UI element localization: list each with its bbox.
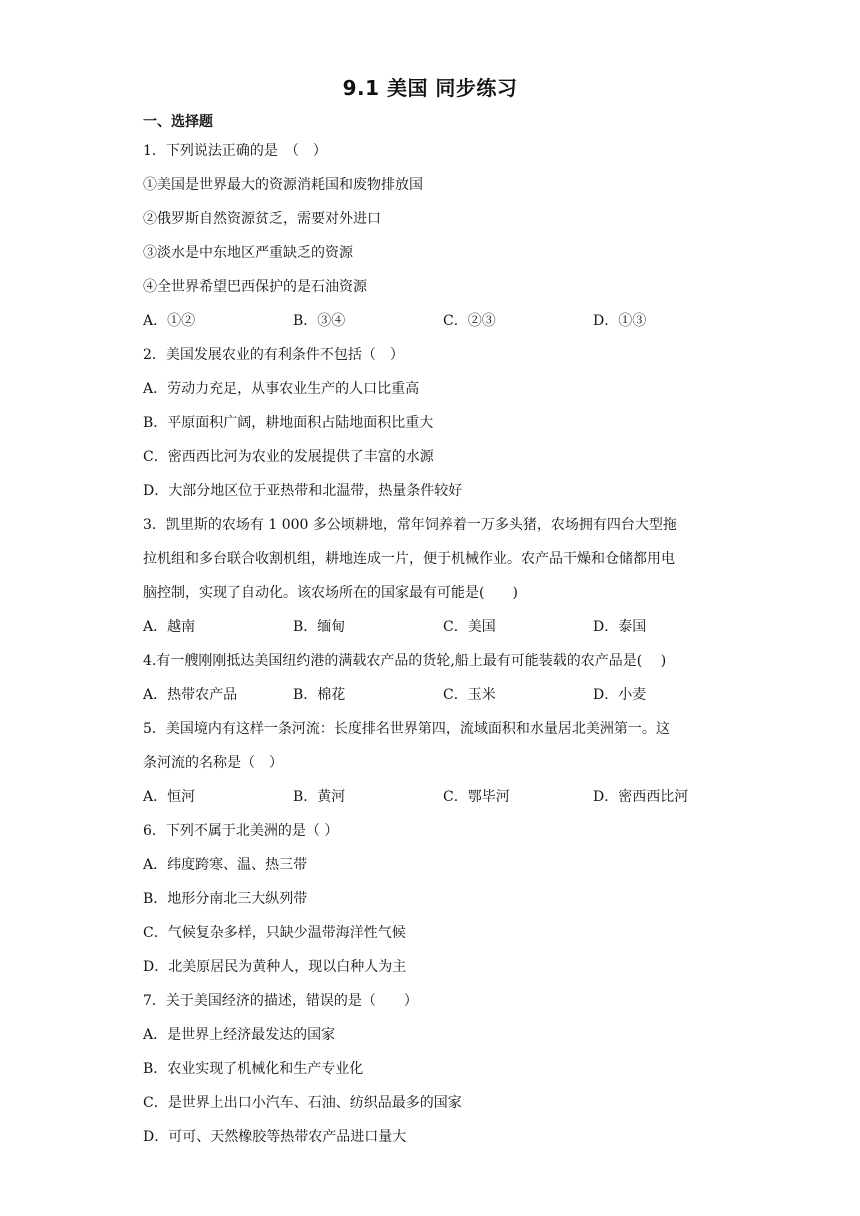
question-2 bbox=[143, 338, 723, 508]
question-5-stem-line-1: 5．美国境内有这样一条河流：长度排名世界第四，流域面积和水量居北美洲第一。这 bbox=[143, 721, 670, 737]
question-6-option-a: A．纬度跨寒、温、热三带 bbox=[143, 857, 308, 873]
question-4-option-b: B．棉花 bbox=[293, 687, 346, 703]
question-1-statement-4: ④全世界希望巴西保护的是石油资源 bbox=[143, 279, 367, 295]
question-2-option-c: C．密西西比河为农业的发展提供了丰富的水源 bbox=[143, 449, 434, 465]
question-6-option-b: B．地形分南北三大纵列带 bbox=[143, 891, 308, 907]
question-3-stem-line-3: 脑控制，实现了自动化。该农场所在的国家最有可能是( ) bbox=[143, 585, 518, 601]
question-1 bbox=[143, 134, 723, 338]
section-heading: 一、选择题 bbox=[143, 114, 213, 130]
question-4-option-d: D．小麦 bbox=[593, 687, 647, 703]
question-3-stem-line-2: 拉机组和多台联合收割机组，耕地连成一片，便于机械作业。农产品干燥和仓储都用电 bbox=[143, 551, 675, 567]
question-2-stem: 2．美国发展农业的有利条件不包括（ ） bbox=[143, 347, 404, 363]
question-1-options bbox=[143, 304, 723, 338]
question-4-option-c: C．玉米 bbox=[443, 687, 496, 703]
question-7-option-d: D．可可、天然橡胶等热带农产品进口量大 bbox=[143, 1129, 407, 1145]
question-3-options bbox=[143, 610, 723, 644]
question-2-option-a: A．劳动力充足，从事农业生产的人口比重高 bbox=[143, 381, 420, 397]
question-3-stem-line-1: 3．凯里斯的农场有 1 000 多公顷耕地，常年饲养着一万多头猪，农场拥有四台大型拖 bbox=[143, 517, 677, 533]
question-2-option-d: D．大部分地区位于亚热带和北温带，热量条件较好 bbox=[143, 483, 463, 499]
question-7-stem: 7．关于美国经济的描述，错误的是（ ） bbox=[143, 993, 418, 1009]
question-7-option-a: A．是世界上经济最发达的国家 bbox=[143, 1027, 336, 1043]
question-6-stem: 6．下列不属于北美洲的是（ ） bbox=[143, 823, 339, 839]
question-2-option-b: B．平原面积广阔，耕地面积占陆地面积比重大 bbox=[143, 415, 434, 431]
page-title: 9.1 美国 同步练习 bbox=[342, 76, 518, 100]
question-3-option-d: D．泰国 bbox=[593, 619, 647, 635]
question-1-stem: 1．下列说法正确的是 （ ） bbox=[143, 143, 327, 159]
question-5-stem-line-2: 条河流的名称是（ ） bbox=[143, 755, 283, 771]
question-4-option-a: A．热带农产品 bbox=[143, 687, 238, 703]
question-3-option-b: B．缅甸 bbox=[293, 619, 346, 635]
question-7-option-b: B．农业实现了机械化和生产专业化 bbox=[143, 1061, 364, 1077]
question-5-option-a: A．恒河 bbox=[143, 789, 196, 805]
question-4-options bbox=[143, 678, 723, 712]
question-5-option-c: C．鄂毕河 bbox=[443, 789, 510, 805]
question-1-option-a: A．①② bbox=[143, 313, 196, 329]
question-3 bbox=[143, 508, 723, 644]
question-3-option-a: A．越南 bbox=[143, 619, 196, 635]
question-7 bbox=[143, 984, 723, 1154]
question-1-statement-3: ③淡水是中东地区严重缺乏的资源 bbox=[143, 245, 353, 261]
question-1-statement-1: ①美国是世界最大的资源消耗国和废物排放国 bbox=[143, 177, 423, 193]
question-5-option-b: B．黄河 bbox=[293, 789, 346, 805]
question-5 bbox=[143, 712, 723, 814]
question-7-option-c: C．是世界上出口小汽车、石油、纺织品最多的国家 bbox=[143, 1095, 462, 1111]
question-4-stem: 4.有一艘刚刚抵达美国纽约港的满载农产品的货轮,船上最有可能装载的农产品是( ) bbox=[143, 653, 667, 669]
question-4 bbox=[143, 644, 723, 712]
worksheet-body bbox=[143, 110, 723, 1154]
question-5-options bbox=[143, 780, 723, 814]
question-1-option-b: B．③④ bbox=[293, 313, 346, 329]
question-6-option-c: C．气候复杂多样，只缺少温带海洋性气候 bbox=[143, 925, 406, 941]
question-3-option-c: C．美国 bbox=[443, 619, 496, 635]
question-6 bbox=[143, 814, 723, 984]
question-1-option-d: D．①③ bbox=[593, 313, 647, 329]
question-6-option-d: D．北美原居民为黄种人，现以白种人为主 bbox=[143, 959, 407, 975]
question-5-option-d: D．密西西比河 bbox=[593, 789, 689, 805]
question-1-statement-2: ②俄罗斯自然资源贫乏，需要对外进口 bbox=[143, 211, 381, 227]
question-1-option-c: C．②③ bbox=[443, 313, 496, 329]
